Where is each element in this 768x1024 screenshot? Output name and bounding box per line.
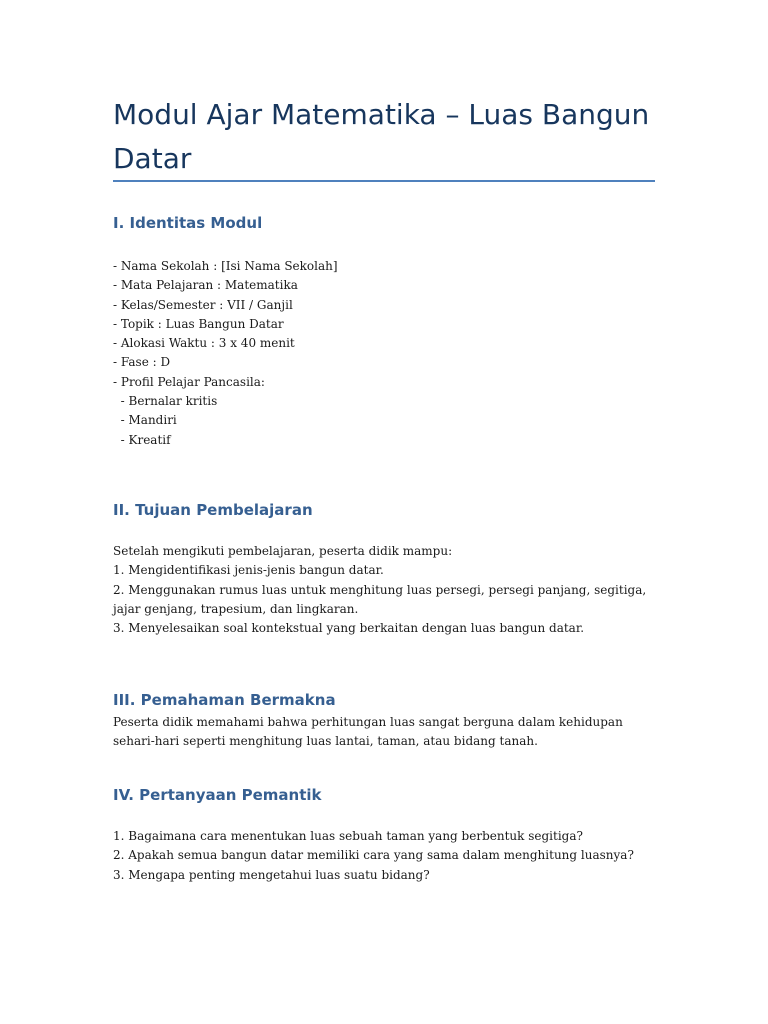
section-body-tujuan-pembelajaran bbox=[113, 542, 655, 638]
list-item: - Nama Sekolah : [Isi Nama Sekolah] bbox=[113, 259, 338, 273]
list-item: - Kreatif bbox=[113, 432, 171, 447]
list-item: - Profil Pelajar Pancasila: bbox=[113, 374, 265, 389]
section-heading-identitas-modul: I. Identitas Modul bbox=[113, 214, 263, 232]
list-item: - Bernalar kritis bbox=[113, 394, 218, 409]
list-item: - Kelas/Semester : VII / Ganjil bbox=[113, 297, 293, 312]
document-title: Modul Ajar Matematika – Luas Bangun Datar bbox=[113, 98, 650, 175]
list-item: Setelah mengikuti pembelajaran, peserta didik mampu: bbox=[113, 544, 453, 558]
paragraph: Peserta didik memahami bahwa perhitungan luas sangat berguna dalam kehidupan sehari-hari seperti menghitung luas lantai, taman, atau bidang tanah. bbox=[113, 715, 623, 749]
list-item: - Fase : D bbox=[113, 355, 171, 370]
list-item: 1. Bagaimana cara menentukan luas sebuah taman yang berbentuk segitiga? bbox=[113, 829, 583, 843]
list-item: 3. Mengapa penting mengetahui luas suatu bidang? bbox=[113, 867, 430, 882]
section-heading-tujuan-pembelajaran: II. Tujuan Pembelajaran bbox=[113, 501, 313, 519]
title-divider bbox=[113, 180, 655, 182]
list-item: 2. Menggunakan rumus luas untuk menghitung luas persegi, persegi panjang, segitiga, jajar genjang, trapesium, dan lingkaran. bbox=[113, 582, 647, 616]
section-body-pemahaman-bermakna bbox=[113, 713, 655, 752]
list-item: - Alokasi Waktu : 3 x 40 menit bbox=[113, 336, 295, 351]
list-item: - Topik : Luas Bangun Datar bbox=[113, 316, 284, 331]
list-item: 3. Menyelesaikan soal kontekstual yang berkaitan dengan luas bangun datar. bbox=[113, 621, 585, 636]
section-heading-pemahaman-bermakna: III. Pemahaman Bermakna bbox=[113, 691, 336, 709]
list-item: - Mata Pelajaran : Matematika bbox=[113, 278, 298, 293]
section-body-identitas-modul bbox=[113, 257, 655, 450]
list-item: - Mandiri bbox=[113, 413, 177, 428]
list-item: 2. Apakah semua bangun datar memiliki cara yang sama dalam menghitung luasnya? bbox=[113, 848, 634, 863]
section-heading-pertanyaan-pemantik: IV. Pertanyaan Pemantik bbox=[113, 786, 322, 804]
list-item: 1. Mengidentifikasi jenis-jenis bangun datar. bbox=[113, 563, 384, 578]
section-body-pertanyaan-pemantik bbox=[113, 827, 655, 885]
